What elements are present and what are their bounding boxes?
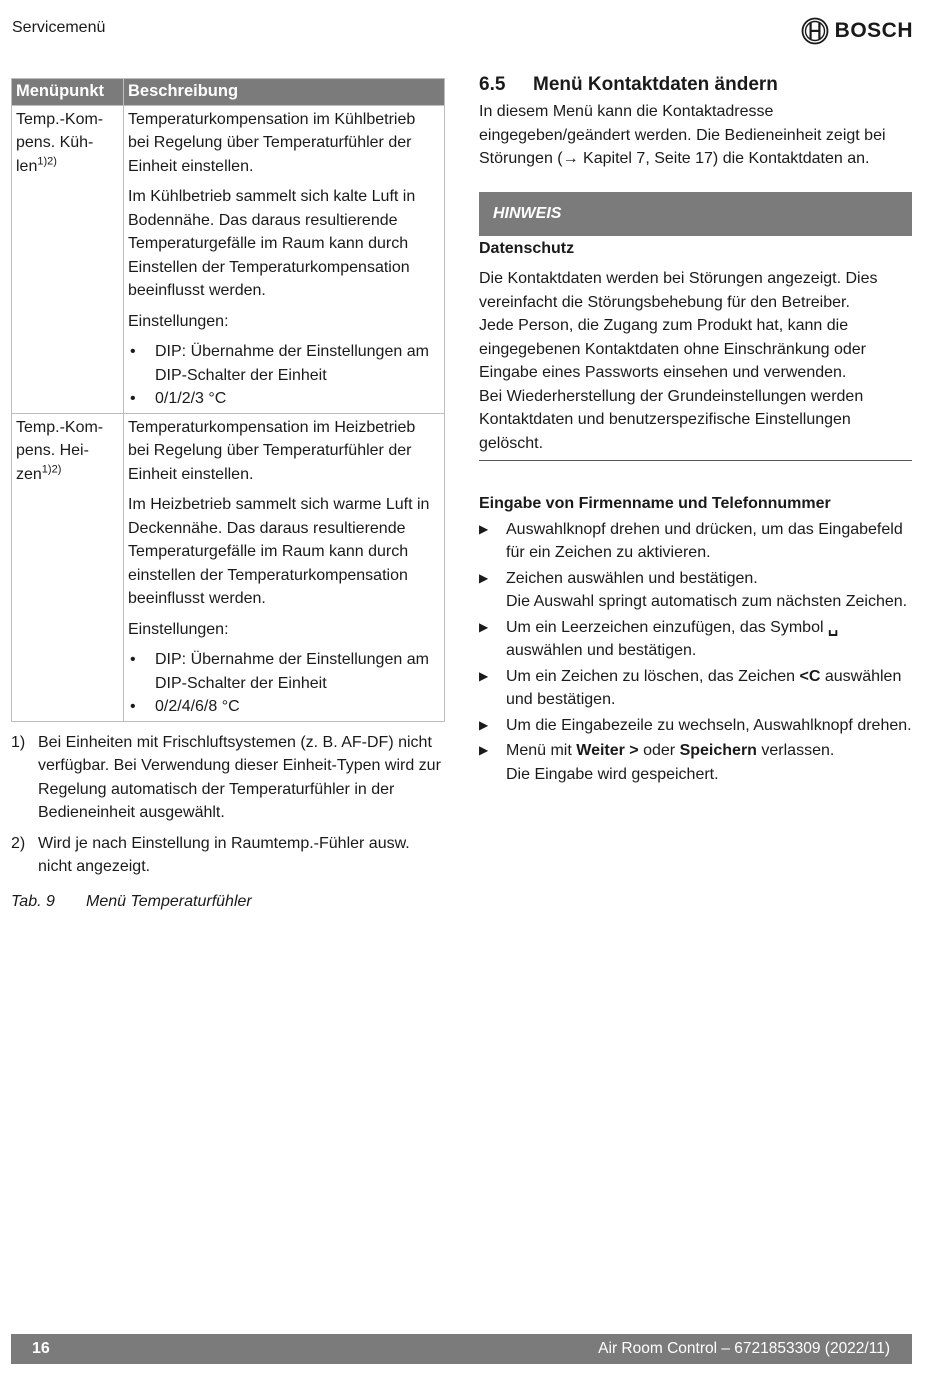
section-intro: In diesem Menü kann die Kontaktadresse eingegeben/geändert werden. Die Bedieneinheit zeigt bei Störungen (→ Kapitel 7, Seite 17) die Kontaktdaten an. [479, 103, 886, 167]
menu-item-line: Temp.-Kom- [16, 110, 104, 128]
column-header-menupunkt: Menüpunkt [12, 79, 124, 106]
bosch-armature-icon [801, 17, 829, 45]
list-item: • 0/2/4/6/8 °C [128, 695, 440, 719]
list-item [479, 616, 912, 663]
bullet-text: 0/2/4/6/8 °C [155, 698, 240, 715]
bullet-text: DIP: Übernahme der Einstellungen am DIP-Schalter der Einheit [155, 651, 429, 692]
section-heading [479, 72, 912, 98]
document-reference: Air Room Control – 6721853309 (2022/11) [598, 1340, 890, 1357]
bullet-text: 0/1/2/3 °C [155, 390, 227, 407]
notice-line: Bei Wiederherstellung der Grundeinstellungen werden Kontaktdaten und benutzerspezifische Einstellungen gelöscht. [479, 387, 864, 452]
footnote-ref: 1)2) [41, 463, 62, 476]
right-column [479, 72, 912, 786]
settings-label: Einstellungen: [128, 312, 229, 330]
footnote-number: 2) [11, 834, 26, 852]
notice-body [479, 267, 912, 461]
menu-item-line: pens. Küh- [16, 134, 94, 151]
left-column [11, 78, 445, 911]
triangle-right-icon: ▶ [479, 570, 489, 585]
description-cell [124, 413, 445, 721]
triangle-right-icon: ▶ [479, 743, 489, 757]
list-item: • DIP: Übernahme der Einstellungen am DIP-Schalter der Einheit [128, 648, 440, 695]
description-paragraph: Im Heizbetrieb sammelt sich warme Luft in Deckennähe. Das daraus resultierende Temperaturgefälle im Raum kann durch einstellen der Temperaturkompensation beeinflusst werden. [128, 496, 430, 607]
space-symbol: ␣ [827, 618, 839, 636]
page-footer [11, 1334, 912, 1364]
list-item: • 0/1/2/3 °C [128, 387, 440, 411]
description-paragraph: Temperaturkompensation im Heizbetrieb bei Regelung über Temperaturfühler der Einheit einstellen. [128, 418, 416, 483]
menu-item-line: pens. Hei- [16, 442, 89, 459]
bosch-logo [801, 17, 913, 45]
step-text: Menü mit Weiter > oder Speichern verlassen. Die Eingabe wird gespeichert. [506, 742, 835, 783]
caption-number: Tab. 9 [11, 892, 55, 910]
sub-heading: Eingabe von Firmenname und Telefonnummer [479, 495, 831, 512]
list-item [479, 739, 912, 786]
table-caption [11, 893, 445, 911]
triangle-right-icon: ▶ [479, 619, 489, 634]
page-number: 16 [32, 1340, 50, 1357]
column-header-beschreibung: Beschreibung [124, 79, 445, 106]
step-text: Um ein Zeichen zu löschen, das Zeichen <C auswählen und bestätigen. [506, 667, 902, 708]
bullet-text: DIP: Übernahme der Einstellungen am DIP-Schalter der Einheit [155, 343, 429, 384]
notice-title: Datenschutz [479, 239, 575, 257]
footnote-number: 1) [11, 733, 26, 751]
delete-symbol: <C [799, 667, 821, 685]
menu-item-line: len [16, 157, 38, 175]
step-text: Um ein Leerzeichen einzufügen, das Symbol ␣ auswählen und bestätigen. [506, 618, 839, 659]
speichern-label: Speichern [679, 742, 757, 759]
step-text: Zeichen auswählen und bestätigen. Die Auswahl springt automatisch zum nächsten Zeichen. [506, 569, 908, 610]
notice-line: Die Kontaktdaten werden bei Störungen angezeigt. Dies vereinfacht die Störungsbehebung für den Betreiber. [479, 270, 878, 311]
description-paragraph: Temperaturkompensation im Kühlbetrieb bei Regelung über Temperaturfühler der Einheit einstellen. [128, 110, 416, 175]
menu-item-cell [12, 413, 124, 721]
page-header-title: Servicemenü [12, 19, 106, 36]
triangle-right-icon: ▶ [479, 668, 489, 683]
list-item [479, 518, 912, 565]
footnote-text: Bei Einheiten mit Frischluftsystemen (z. B. AF-DF) nicht verfügbar. Bei Verwendung dieser Einheit-Typen wird zur Regelung automatisch der Temperaturfühler in der Bedieneinheit ausgewählt. [38, 733, 441, 821]
menu-table [11, 78, 445, 722]
weiter-label: Weiter > [576, 742, 639, 759]
menu-item-line: zen [16, 465, 42, 483]
menu-item-cell [12, 105, 124, 413]
step-text: Um die Eingabezeile zu wechseln, Auswahlknopf drehen. [506, 716, 912, 734]
list-item [479, 665, 912, 712]
section-number: 6.5 [479, 74, 506, 95]
step-text: Auswahlknopf drehen und drücken, um das Eingabefeld für ein Zeichen zu aktivieren. [506, 520, 903, 561]
table-header-row [12, 79, 445, 106]
list-item: • DIP: Übernahme der Einstellungen am DIP-Schalter der Einheit [128, 340, 440, 387]
notice-banner: HINWEIS [479, 192, 912, 236]
triangle-right-icon: ▶ [479, 521, 489, 536]
list-item [479, 714, 912, 738]
footnote [11, 731, 445, 825]
table-row [12, 105, 445, 413]
notice-line: Jede Person, die Zugang zum Produkt hat, kann die eingegebenen Kontaktdaten ohne Einschränkung oder Eingabe eines Passworts einsehen und verwenden. [479, 317, 866, 381]
table-row [12, 413, 445, 721]
settings-label: Einstellungen: [128, 620, 229, 638]
description-paragraph: Im Kühlbetrieb sammelt sich kalte Luft in Bodennähe. Das daraus resultierende Temperaturgefälle im Raum kann durch Einstellen der Temperaturkompensation beeinflusst werden. [128, 188, 416, 299]
caption-text: Menü Temperaturfühler [86, 892, 252, 910]
bosch-wordmark: BOSCH [834, 19, 913, 42]
triangle-right-icon: ▶ [479, 717, 489, 732]
footnote [11, 832, 445, 879]
list-item [479, 567, 912, 614]
section-title: Menü Kontaktdaten ändern [533, 74, 778, 95]
description-cell [124, 105, 445, 413]
menu-item-line: Temp.-Kom- [16, 418, 104, 436]
footnote-text: Wird je nach Einstellung in Raumtemp.-Fühler ausw. nicht angezeigt. [38, 834, 410, 875]
footnote-ref: 1)2) [37, 155, 57, 168]
